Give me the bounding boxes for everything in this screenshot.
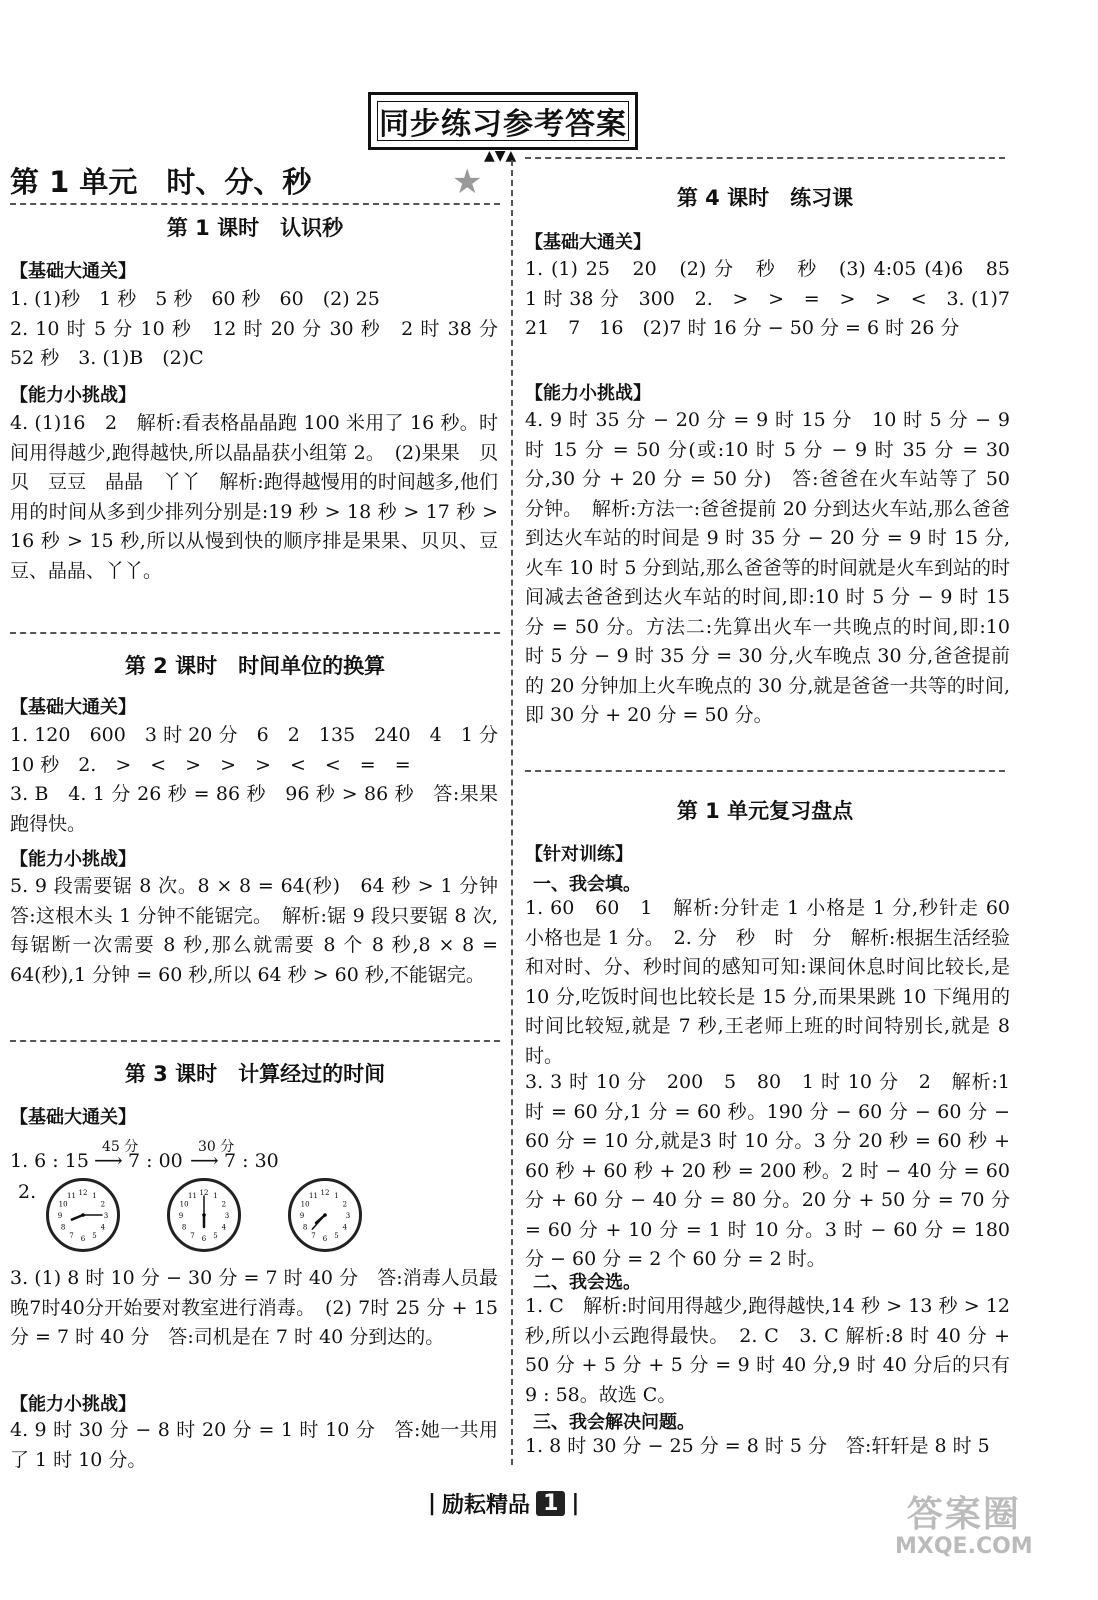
clock-numeral: 9 [57,1212,63,1220]
divider [525,770,1005,772]
minute-hand [312,1215,325,1229]
lesson-3-challenge-answers: 4. 9 时 30 分 − 8 时 20 分 = 1 时 10 分 答:她一共用了 1 时 10 分。 [10,1419,498,1471]
divider [10,1040,500,1042]
divider [10,203,500,205]
lesson-4-basic-tag: 【基础大通关】 [525,232,651,253]
clock-numeral: 12 [78,1189,88,1197]
clock-numeral: 3 [224,1212,230,1220]
review-section-3-answers: 1. 8 时 30 分 − 25 分 = 8 时 5 分 答:轩轩是 8 时 5 [525,1435,990,1457]
elapsed-time-line [10,1138,310,1178]
clock-face-2 [167,1178,241,1252]
clock-numeral: 7 [69,1231,74,1240]
lesson-1-challenge-answers: 4. (1)16 2 解析:看表格晶晶跑 100 米用了 16 秒。时间用得越少,跑得越快,所以晶晶获小组第 2。 (2)果果 贝贝 豆豆 晶晶 丫丫 解析:跑得越慢用的时间越多,他们用的时间从多到少排列分别是:19 秒 > 18 秒 > 17 秒 > 16 秒 > 15 秒,所以从慢到快的顺序排是果果、贝贝、豆豆、晶晶、丫丫。 [10,412,498,582]
watermark-line-2: MXQE.COM [895,1533,1033,1559]
lesson-2-challenge-answers: 5. 9 段需要锯 8 次。8 × 8 = 64(秒) 64 秒 > 1 分钟 答:这根木头 1 分钟不能锯完。 解析:锯 9 段只要锯 8 次,每锯断一次需要 8 秒,那么就需要 8 个 8 秒,8 × 8 = 64(秒),1 分钟 = 60 秒,所以 64 秒 > 60 秒,不能锯完。 [10,875,518,986]
lesson-4-challenge-answers: 4. 9 时 35 分 − 20 分 = 9 时 15 分 10 时 5 分 − 9 时 15 分 = 50 分(或:10 时 5 分 − 9 时 35 分 = 30 分,30 分 + 20 分 = 50 分) 答:爸爸在火车站等了 50 分钟。 解析:方法一:爸爸提前 20 分到达火车站,那么爸爸到达火车站的时间是 9 时 35 分 − 20 分 = 9 时 15 分,火车 10 时 5 分到站,那么爸爸等的时间就是火车到站的时间减去爸爸到达火车站的时间,即:10 时 5 分 − 9 时 15 分 = 50 分。方法二:先算出火车一共晚点的时间,即:10 时 5 分 − 9 时 35 分 = 30 分,火车晚点 30 分,爸爸提前的 20 分钟加上火车晚点的 30 分,就是爸爸一共等的时间,即 30 分 + 20 分 = 50 分。 [525,409,1010,726]
lesson-3-basic-tag: 【基础大通关】 [10,1107,136,1128]
question-2-label: 2. [18,1181,37,1203]
clock-numeral: 10 [300,1200,310,1209]
clock-numeral: 1 [334,1192,339,1201]
page-number: 1 [536,1491,565,1516]
page-header-title: 同步练习参考答案 [379,107,627,142]
clock-numeral: 2 [221,1200,227,1209]
time-start: 1. 6 : 15 [10,1150,89,1172]
watermark-line-1: 答案圈 [906,1494,1021,1535]
lesson-2-challenge-tag: 【能力小挑战】 [10,849,136,870]
clock-numeral: 12 [199,1189,209,1197]
clock-face-3 [288,1178,362,1252]
lesson-2-title: 第 2 课时 时间单位的换算 [124,654,386,678]
lesson-2-basic-tag: 【基础大通关】 [10,697,136,718]
column-divider [511,160,513,1465]
review-section-2: 二、我会选。 [533,1272,641,1293]
clock-face-1 [46,1178,120,1252]
clock-numeral: 4 [221,1223,227,1232]
unit-title: 第 1 单元 时、分、秒 [10,165,312,199]
header-decoration: ▲▼▲ [484,148,517,164]
clock-numeral: 5 [213,1231,218,1240]
clock-center [323,1213,327,1217]
review-title: 第 1 单元复习盘点 [676,799,854,823]
lesson-4-basic-answers: 1. (1) 25 20 (2) 分 秒 秒 (3) 4:05 (4)6 85 1 时 38 分 300 2. > > = > > < 3. (1)7 21 7 16 (2)7 时 16 分 − 50 分 = 6 时 26 分 [525,258,1030,339]
clock-center [81,1213,85,1217]
clock-numeral: 2 [100,1200,106,1209]
lesson-1-basic-answers: 1. (1)秒 1 秒 5 秒 60 秒 60 (2) 25 2. 10 时 5 分 10 秒 12 时 20 分 30 秒 2 时 38 分 52 秒 3. (1)B (2)C [10,288,498,369]
clock-numeral: 10 [179,1200,189,1209]
clock-numeral: 10 [58,1200,68,1209]
hour-hand [72,1215,83,1220]
clock-numeral: 1 [92,1192,97,1201]
clock-numeral: 11 [188,1192,197,1201]
clock-numeral: 6 [80,1235,86,1243]
clock-numeral: 4 [342,1223,348,1232]
review-section-1-answers: 1. 60 60 1 解析:分针走 1 小格是 1 分,秒针走 60 小格也是 1 分。 2. 分 秒 时 分 解析:根据生活经验和对时、分、秒时间的感知可知:课间休息时间比较长,是 10 分,吃饭时间也比较长是 15 分,而果果跳 10 下绳用的时间比较短,就是 7 秒,王老师上班的时间特别长,就是 8 时。 [525,897,1010,1067]
arrow-2-label: 30 分 [198,1139,235,1155]
review-section-2-answers: 1. C 解析:时间用得越少,跑得越快,14 秒 > 13 秒 > 12 秒,所以小云跑得最快。 2. C 3. C 解析:8 时 40 分 + 50 分 + 5 分 + 5 分 = 9 时 40 分,9 时 40 分后的只有 9 : 58。故选 C。 [525,1295,1010,1406]
lesson-3-basic-answers: 3. (1) 8 时 10 分 − 30 分 = 7 时 40 分 答:消毒人员最晚7时40分开始要对教室进行消毒。 (2) 7时 25 分 + 15 分 = 7 时 40 分 答:司机是在 7 时 40 分到达的。 [10,1267,498,1348]
lesson-3-challenge-tag: 【能力小挑战】 [10,1394,136,1415]
time-end: 7 : 30 [224,1150,279,1172]
clock-numeral: 12 [320,1189,330,1197]
review-tag: 【针对训练】 [525,844,633,865]
lesson-1-challenge-tag: 【能力小挑战】 [10,385,136,406]
clock-numeral: 7 [190,1231,195,1240]
clock-numeral: 11 [67,1192,76,1201]
lesson-4-title: 第 4 课时 练习课 [676,186,854,210]
clock-numeral: 2 [342,1200,348,1209]
clock-numeral: 3 [103,1212,109,1220]
clock-numeral: 6 [322,1235,328,1243]
lesson-4-challenge-tag: 【能力小挑战】 [525,383,651,404]
page-header-title-box [368,92,638,150]
clock-numeral: 5 [334,1231,339,1240]
clock-numeral: 5 [92,1231,97,1240]
clock-numeral: 11 [309,1192,318,1201]
review-section-1: 一、我会填。 [533,874,641,895]
arrow-right-icon: ⟶ [190,1148,219,1172]
lesson-1-title: 第 1 课时 认识秒 [166,216,344,240]
clock-numeral: 7 [311,1231,316,1240]
clock-center [202,1213,206,1217]
lesson-1-basic-tag: 【基础大通关】 [10,261,136,282]
review-section-1-q3: 3. 3 时 10 分 200 5 80 1 时 10 分 2 解析:1 时 = 60 分,1 分 = 60 秒。190 分 − 60 分 − 60 分 − 60 分 = 10 分,就是3 时 10 分。3 分 20 秒 = 60 秒 + 60 秒 + 60 秒 + 20 秒 = 200 秒。2 时 − 40 分 = 60 分 + 60 分 − 40 分 = 80 分。20 分 + 50 分 = 70 分 = 60 分 + 10 分 = 1 时 10 分。3 时 − 60 分 = 180 分 − 60 分 = 2 个 60 分 = 2 时。 [525,1071,1010,1270]
clock-numeral: 3 [345,1212,351,1220]
clock-numeral: 4 [100,1223,106,1232]
divider [525,157,1005,159]
star-icon: ★ [452,162,483,202]
arrow-1-label: 45 分 [102,1139,139,1155]
time-mid: 7 : 00 [128,1150,183,1172]
clock-numeral: 8 [302,1223,308,1232]
clock-numeral: 8 [60,1223,66,1232]
brand-name: 励耘精品 [442,1493,531,1518]
clock-numeral: 9 [299,1212,305,1220]
lesson-2-basic-answers: 1. 120 600 3 时 20 分 6 2 135 240 4 1 分 10 秒 2. > < > > > < < = = 3. B 4. 1 分 26 秒 = 86 秒 96 秒 > 86 秒 答:果果跑得快。 [10,724,498,835]
clock-numeral: 9 [178,1212,184,1220]
divider [10,632,500,634]
review-section-3: 三、我会解决问题。 [533,1412,695,1433]
clock-numeral: 8 [181,1223,187,1232]
watermark [895,1495,1033,1559]
clock-numeral: 6 [201,1235,207,1243]
lesson-3-title: 第 3 课时 计算经过的时间 [124,1062,386,1086]
clock-numeral: 1 [213,1192,218,1201]
arrow-right-icon: ⟶ [94,1148,123,1172]
page-footer: | 励耘精品 1 | [428,1488,579,1519]
